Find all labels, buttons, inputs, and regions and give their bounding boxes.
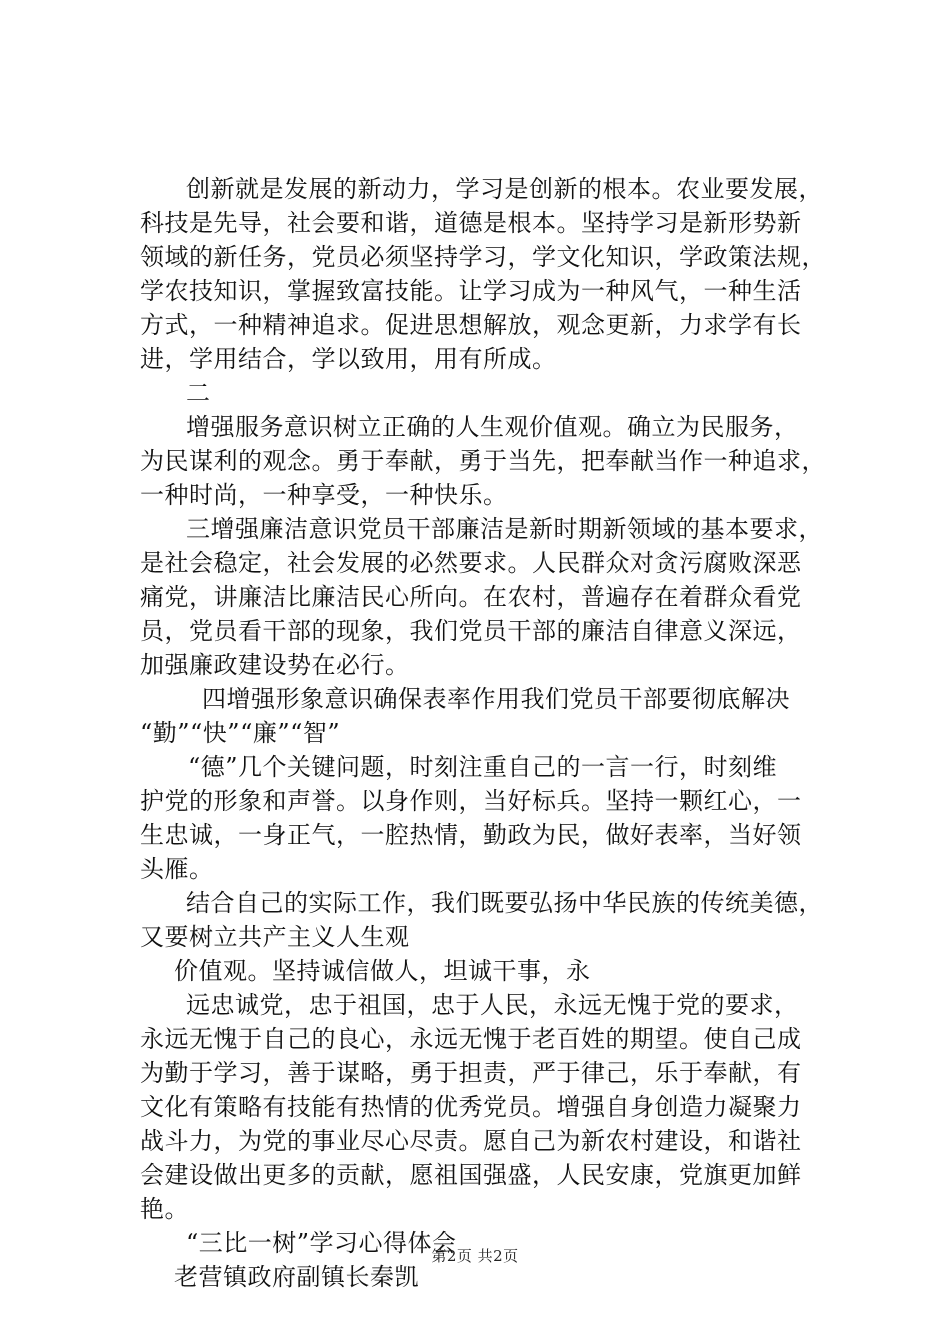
text-line: “勤”“快”“廉”“智”: [140, 719, 341, 747]
text-line: 进，学用结合，学以致用，用有所成。: [140, 345, 557, 373]
text-line: 员，党员看干部的现象，我们党员干部的廉洁自律意义深远，: [140, 617, 802, 645]
text-line: 是社会稳定，社会发展的必然要求。人民群众对贪污腐败深恶: [140, 549, 802, 577]
text-line: 头雁。: [140, 855, 214, 883]
text-line: 永远无愧于自己的良心，永远无愧于老百姓的期望。使自己成: [140, 1025, 802, 1053]
page-footer: 第2页 共2页: [431, 1247, 519, 1265]
text-line: 老营镇政府副镇长秦凯: [174, 1263, 419, 1291]
text-line: 一种时尚，一种享受，一种快乐。: [140, 481, 508, 509]
text-line: 护党的形象和声誉。以身作则，当好标兵。坚持一颗红心，一: [140, 787, 802, 815]
text-line: 领域的新任务，党员必须坚持学习，学文化知识，学政策法规，: [140, 243, 826, 271]
text-line: 会建设做出更多的贡献，愿祖国强盛，人民安康，党旗更加鲜: [140, 1161, 802, 1189]
text-line: 又要树立共产主义人生观: [140, 923, 410, 951]
text-line: 二: [186, 379, 211, 407]
text-line: 四增强形象意识确保表率作用我们党员干部要彻底解决: [202, 685, 790, 713]
text-line: 艳。: [140, 1195, 189, 1223]
text-line: “德”几个关键问题，时刻注重自己的一言一行，时刻维: [188, 753, 778, 781]
document-body: [140, 172, 840, 1294]
text-line: 创新就是发展的新动力，学习是创新的根本。农业要发展，: [186, 175, 823, 203]
text-line: “三比一树”学习心得体会: [186, 1229, 457, 1257]
text-line: 为勤于学习，善于谋略，勇于担责，严于律己，乐于奉献，有: [140, 1059, 802, 1087]
text-line: 文化有策略有技能有热情的优秀党员。增强自身创造力凝聚力: [140, 1093, 802, 1121]
text-line: 学农技知识，掌握致富技能。让学习成为一种风气，一种生活: [140, 277, 802, 305]
text-line: 生忠诚，一身正气，一腔热情，勤政为民，做好表率，当好领: [140, 821, 802, 849]
text-line: 为民谋利的观念。勇于奉献，勇于当先，把奉献当作一种追求，: [140, 447, 826, 475]
text-line: 痛党，讲廉洁比廉洁民心所向。在农村，普遍存在着群众看党: [140, 583, 802, 611]
text-line: 加强廉政建设势在必行。: [140, 651, 410, 679]
text-line: 结合自己的实际工作，我们既要弘扬中华民族的传统美德，: [186, 889, 823, 917]
text-line: 战斗力，为党的事业尽心尽责。愿自己为新农村建设，和谐社: [140, 1127, 802, 1155]
text-line: 远忠诚党，忠于祖国，忠于人民，永远无愧于党的要求，: [186, 991, 799, 1019]
text-line: 价值观。坚持诚信做人，坦诚干事，永: [174, 957, 591, 985]
text-line: 增强服务意识树立正确的人生观价值观。确立为民服务，: [186, 413, 799, 441]
text-line: 三增强廉洁意识党员干部廉洁是新时期新领域的基本要求，: [186, 515, 823, 543]
text-line: 科技是先导，社会要和谐，道德是根本。坚持学习是新形势新: [140, 209, 802, 237]
text-line: 方式，一种精神追求。促进思想解放，观念更新，力求学有长: [140, 311, 802, 339]
